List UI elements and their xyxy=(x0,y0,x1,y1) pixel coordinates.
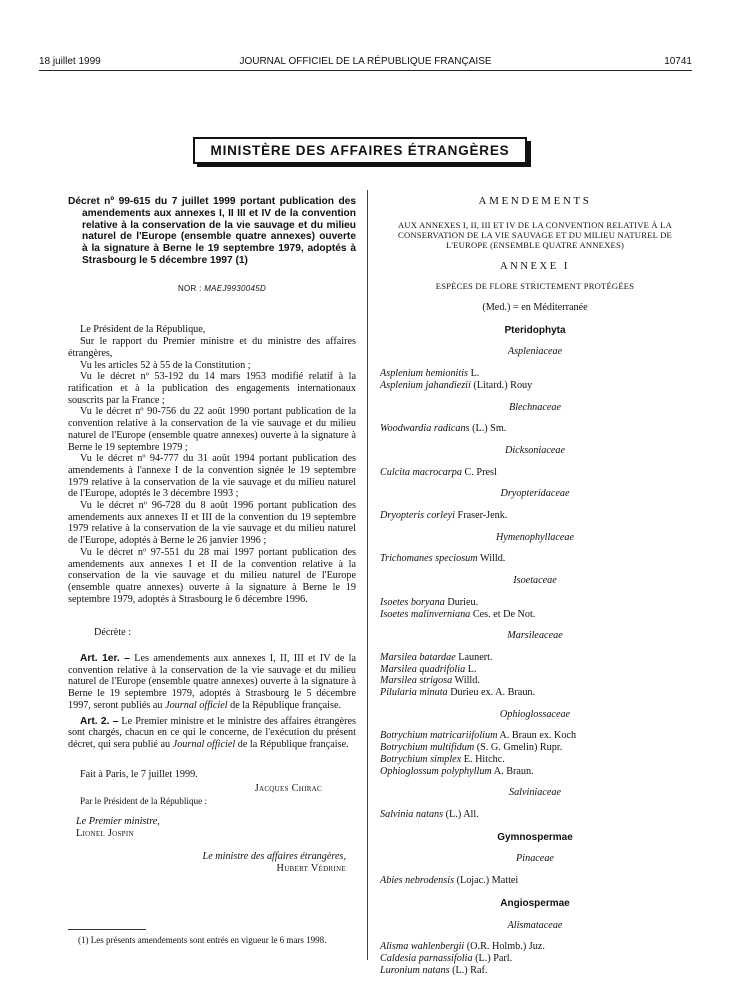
species-author: (O.R. Holmb.) Juz. xyxy=(464,941,545,953)
species-author: A. Braun ex. Koch xyxy=(497,730,577,742)
species-entry xyxy=(380,941,690,953)
species-author: (L.) Parl. xyxy=(472,952,513,964)
decree-paragraph: Vu le décret nº 90-756 du 22 août 1990 portant publication de la convention relative à la conservation de la vie sauvage et du milieu naturel de l'Europe (ensemble quatre annexes) ouverte à la signature à Berne le 19 septembre 1979 ; xyxy=(68,406,356,453)
species-author: (L.) Raf. xyxy=(449,964,488,976)
ministry-title: MINISTÈRE DES AFFAIRES ÉTRANGÈRES xyxy=(193,137,527,164)
species-author: L. xyxy=(465,663,477,675)
species-latin-name: Alisma wahlenbergii xyxy=(380,941,465,953)
species-author: Launert. xyxy=(455,651,493,663)
annex-column xyxy=(380,196,690,976)
decree-paragraph: Sur le rapport du Premier ministre et du ministre des affaires étrangères, xyxy=(68,336,356,359)
article-1 xyxy=(68,653,356,712)
species-latin-name: Marsilea strigosa xyxy=(380,675,453,687)
species-entry xyxy=(380,380,690,392)
mae-signature xyxy=(68,851,356,874)
nor-reference xyxy=(88,283,356,295)
species-entry xyxy=(380,953,690,965)
species-block xyxy=(380,809,690,821)
decree-title: Décret nº 99-615 du 7 juillet 1999 portant publication des amendements aux annexes I, II III et IV de la convention relative à la conservation de la vie sauvage et du milieu naturel de l'Europe (ensemble quatre annexes) ouverte à la signature à Berne le 19 septembre 1979, adoptés à Strasbourg le 5 décembre 1997 (1) xyxy=(68,196,356,266)
decree-paragraph: Vu le décret nº 53-192 du 14 mars 1953 modifié relatif à la ratification et à la publication des engagements internationaux souscrits par la France ; xyxy=(68,371,356,406)
family-heading: Dicksoniaceae xyxy=(505,444,565,456)
species-latin-name: Trichomanes speciosum xyxy=(380,553,478,565)
species-block xyxy=(380,597,690,620)
species-author: L. xyxy=(468,368,480,380)
species-latin-name: Botrychium matricariifolium xyxy=(380,730,498,742)
species-entry xyxy=(380,965,690,977)
species-author: Fraser-Jenk. xyxy=(454,510,508,522)
species-author: C. Presl xyxy=(461,466,497,478)
article-2-text-end: de la République française. xyxy=(237,738,349,750)
species-latin-name: Ophioglossum polyphyllum xyxy=(380,765,492,777)
column-divider xyxy=(367,190,368,960)
mae-title: Le ministre des affaires étrangères, xyxy=(202,851,346,863)
species-author: (Litard.) Rouy xyxy=(470,379,533,391)
species-entry xyxy=(380,467,690,479)
species-block xyxy=(380,730,690,777)
footnote: (1) Les présents amendements sont entrés en vigueur le 6 mars 1998. xyxy=(78,935,327,945)
family-heading: Dryopteridaceae xyxy=(500,488,570,500)
species-latin-name: Luronium natans xyxy=(380,964,450,976)
article-1-text-end: de la République française. xyxy=(230,699,342,711)
species-entry xyxy=(380,875,690,887)
species-entry xyxy=(380,368,690,380)
species-entry xyxy=(380,809,690,821)
page-number: 10741 xyxy=(664,56,692,67)
species-latin-name: Botrychium multifidum xyxy=(380,742,475,754)
fait-line: Fait à Paris, le 7 juillet 1999. xyxy=(80,768,198,780)
species-entry xyxy=(380,687,690,699)
species-entry xyxy=(380,754,690,766)
species-list xyxy=(380,325,690,977)
nor-label: NOR : xyxy=(177,283,202,293)
species-entry xyxy=(380,675,690,687)
species-latin-name: Dryopteris corleyi xyxy=(380,510,455,522)
species-block xyxy=(380,875,690,887)
species-block xyxy=(380,368,690,391)
decrete-line: Décrète : xyxy=(94,627,132,639)
family-heading: Pinaceae xyxy=(516,853,554,865)
footnote-rule xyxy=(68,929,146,930)
article-1-text: Les amendements aux annexes I, II, III et IV de la convention relative à la conservation de la vie sauvage et du milieu naturel de l'Europe (ensemble quatre annexes) ouverte à la signature à Berne le 19 septembre 1979, adoptés à Strasbourg le 5 décembre 1997, seront publiés au xyxy=(68,653,357,711)
species-latin-name: Botrychium simplex xyxy=(380,753,462,765)
decree-paragraph: Vu le décret nº 94-777 du 31 août 1994 portant publication des amendements à l'annexe I de la convention signée le 19 septembre 1979 relative à la conservation de la vie sauvage et du milieu naturel de l'Europe, adoptés le 3 décembre 1993 ; xyxy=(68,453,356,500)
species-author: E. Hitchc. xyxy=(461,753,505,765)
family-heading: Blechnaceae xyxy=(508,401,562,413)
family-heading: Marsileaceae xyxy=(507,630,563,642)
species-entry xyxy=(380,652,690,664)
med-note: (Med.) = en Méditerranée xyxy=(482,302,588,313)
species-latin-name: Woodwardia radicans xyxy=(380,423,470,435)
species-entry xyxy=(380,609,690,621)
article-1-label: Art. 1er. – xyxy=(80,653,130,665)
species-author: Durieu. xyxy=(444,596,479,608)
species-entry xyxy=(380,423,690,435)
species-latin-name: Salvinia natans xyxy=(380,808,444,820)
family-heading: Hymenophyllaceae xyxy=(495,531,575,543)
species-latin-name: Isoetes malinverniana xyxy=(380,608,471,620)
journal-title: JOURNAL OFFICIEL DE LA RÉPUBLIQUE FRANÇAISE xyxy=(239,56,492,67)
family-heading: Aspleniaceae xyxy=(507,346,563,358)
header-rule xyxy=(39,70,692,71)
decree-paragraph: Vu le décret nº 96-728 du 8 août 1996 portant publication des amendements aux annexes II et III de la convention du 19 septembre 1979 relative à la conservation de la vie sauvage et du milieu naturel de l'Europe, adoptés à Berne le 26 janvier 1996 ; xyxy=(68,500,356,547)
species-latin-name: Culcita macrocarpa xyxy=(380,466,462,478)
species-block xyxy=(380,467,690,479)
amendements-heading: AMENDEMENTS xyxy=(478,195,592,207)
decree-paragraph: Le Président de la République, xyxy=(80,324,206,336)
issue-date: 18 juillet 1999 xyxy=(39,56,101,67)
species-latin-name: Marsilea batardae xyxy=(380,651,456,663)
species-author: (Lojac.) Mattei xyxy=(454,875,519,887)
president-signature xyxy=(68,783,356,795)
species-author: (L.) Sm. xyxy=(469,423,507,435)
species-author: Willd. xyxy=(452,675,480,687)
species-latin-name: Marsilea quadrifolia xyxy=(380,663,466,675)
ministry-heading xyxy=(193,137,529,166)
pm-title: Le Premier ministre, xyxy=(76,815,160,827)
species-author: Ces. et De Not. xyxy=(470,608,536,620)
president-name: Jacques Chirac xyxy=(254,783,322,795)
species-entry xyxy=(380,597,690,609)
species-author: Willd. xyxy=(477,553,506,565)
amendements-subtitle: AUX ANNEXES I, II, III ET IV DE LA CONVENTION RELATIVE À LA CONSERVATION DE LA VIE SAUVAGE ET DU MILIEU NATUREL DE L'EUROPE (ENSEMBLE QUATRE ANNEXES) xyxy=(397,219,673,251)
family-heading: Ophioglossaceae xyxy=(499,708,571,720)
plant-group-heading: Gymnospermae xyxy=(497,831,573,843)
species-latin-name: Isoetes boryana xyxy=(380,596,445,608)
decree-paragraph: Vu le décret nº 97-551 du 28 mai 1997 portant publication des amendements aux annexes I et II de la convention relative à la conservation de la vie sauvage et du milieu naturel de l'Europe (ensemble quatre annexes) ouverte à la signature à Berne le 19 septembre 1979, adoptés à Strasbourg le 6 décembre 1996. xyxy=(68,546,356,605)
family-heading: Salviniaceae xyxy=(508,787,562,799)
species-block xyxy=(380,510,690,522)
species-block xyxy=(380,553,690,565)
species-entry xyxy=(380,664,690,676)
species-author: A. Braun. xyxy=(491,765,534,777)
species-latin-name: Asplenium hemionitis xyxy=(380,368,469,380)
species-entry xyxy=(380,730,690,742)
species-latin-name: Abies nebrodensis xyxy=(380,875,455,887)
species-latin-name: Pilularia minuta xyxy=(380,687,448,699)
species-entry xyxy=(380,553,690,565)
species-author: Durieu ex. A. Braun. xyxy=(447,687,536,699)
species-latin-name: Asplenium jahandiezii xyxy=(380,379,471,391)
pm-name: Lionel Jospin xyxy=(76,827,134,839)
species-entry xyxy=(380,742,690,754)
article-2 xyxy=(68,716,356,751)
decree-paragraph: Vu les articles 52 à 55 de la Constitution ; xyxy=(80,359,251,371)
page-header xyxy=(39,56,692,70)
pm-signature xyxy=(76,816,356,839)
article-2-label: Art. 2. – xyxy=(80,715,119,727)
species-entry xyxy=(380,766,690,778)
article-2-text: Le Premier ministre et le ministre des affaires étrangères sont chargés, chacun en ce qui le concerne, de l'exécution du présent décret, qui sera publié au xyxy=(68,715,356,750)
article-1-journal: Journal officiel xyxy=(165,699,228,711)
family-heading: Alismataceae xyxy=(507,919,563,931)
par-le-president: Par le Président de la République : xyxy=(80,796,208,807)
mae-name: Hubert Védrine xyxy=(276,862,346,874)
species-block xyxy=(380,423,690,435)
species-entry xyxy=(380,510,690,522)
plant-group-heading: Angiospermae xyxy=(500,897,570,909)
nor-value: MAEJ9930045D xyxy=(204,283,267,293)
article-2-journal: Journal officiel xyxy=(172,738,236,750)
species-author: (S. G. Gmelin) Rupr. xyxy=(474,742,563,754)
species-block xyxy=(380,652,690,699)
decree-column xyxy=(68,196,356,875)
species-latin-name: Caldesia parnassifolia xyxy=(380,952,473,964)
species-block xyxy=(380,941,690,976)
species-author: (L.) All. xyxy=(443,808,479,820)
flora-title: ESPÈCES DE FLORE STRICTEMENT PROTÉGÉES xyxy=(435,281,635,292)
family-heading: Isoetaceae xyxy=(513,575,557,587)
annex-title: ANNEXE I xyxy=(499,260,571,272)
plant-group-heading: Pteridophyta xyxy=(504,324,566,336)
